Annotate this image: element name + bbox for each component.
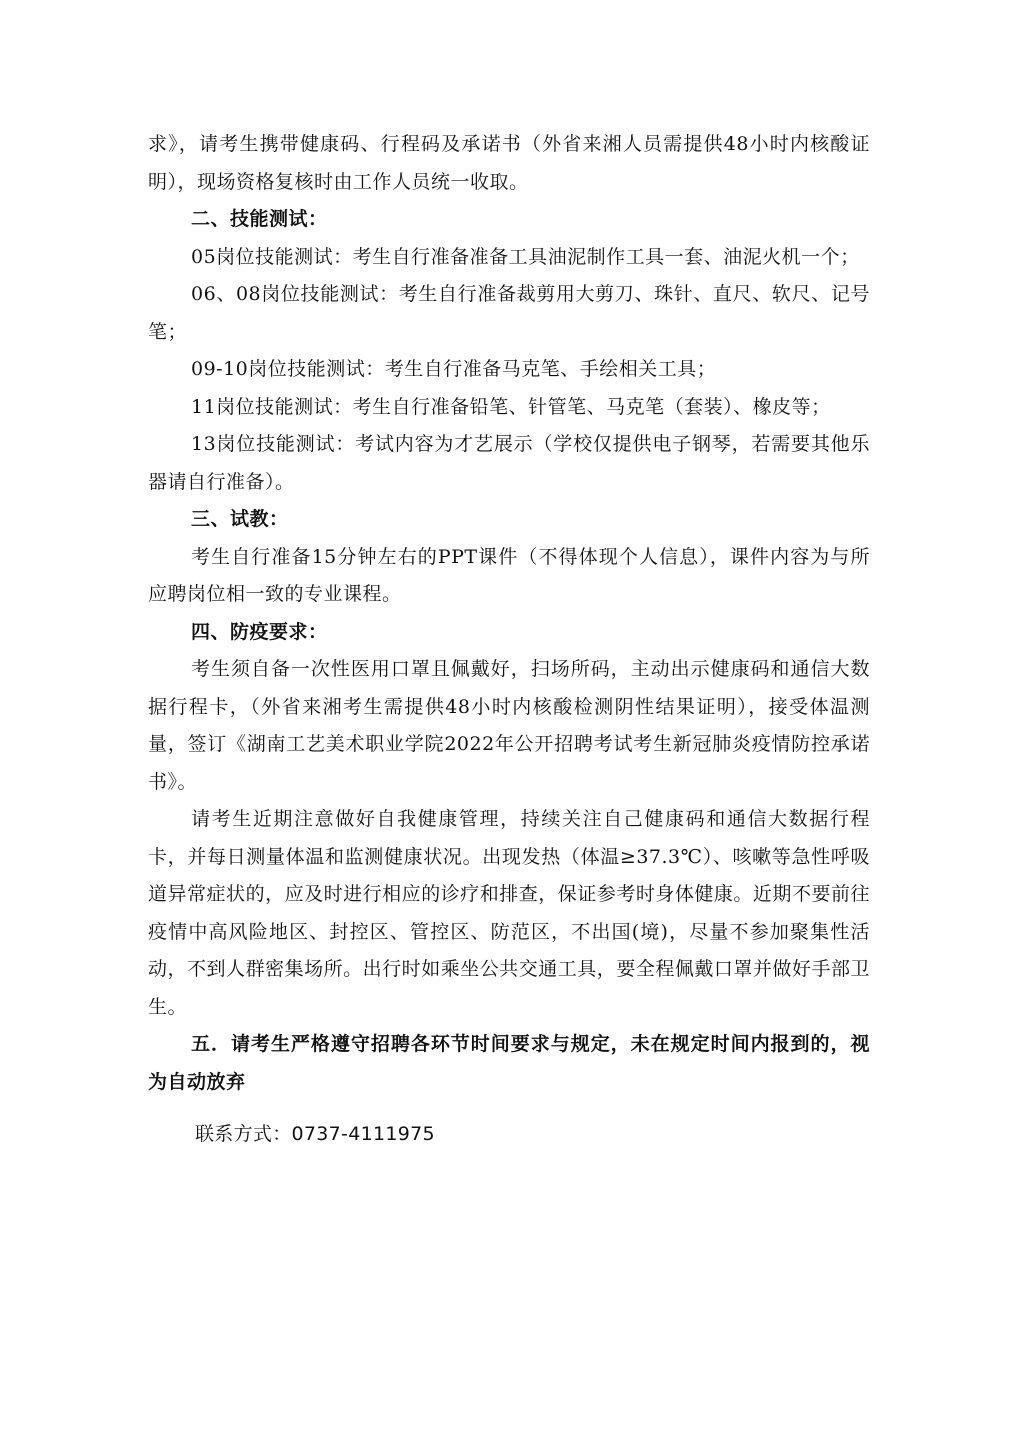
- teaching-paragraph: 考生自行准备15分钟左右的PPT课件（不得体现个人信息），课件内容为与所应聘岗位相一致的专业课程。: [148, 545, 870, 605]
- contact-info: 联系方式：0737-4111975: [195, 1123, 435, 1145]
- skill-09-10-paragraph: 09-10岗位技能测试：考生自行准备马克笔、手绘相关工具；: [191, 358, 717, 380]
- skill-05-paragraph: 05岗位技能测试：考生自行准备准备工具油泥制作工具一套、油泥火机一个；: [191, 245, 860, 268]
- section-heading-epidemic: 四、防疫要求：: [191, 620, 328, 643]
- section-heading-skills: 二、技能测试：: [191, 208, 328, 230]
- skill-13-paragraph: 13岗位技能测试：考试内容为才艺展示（学校仅提供电子钢琴，若需要其他乐器请自行准备）。: [148, 433, 870, 493]
- section-heading-five: 五．请考生严格遵守招聘各环节时间要求与规定，未在规定时间内报到的，视为自动放弃: [148, 1033, 870, 1093]
- skill-06-08-paragraph: 06、08岗位技能测试：考生自行准备裁剪用大剪刀、珠针、直尺、软尺、记号笔；: [148, 283, 870, 343]
- epidemic-paragraph-1: 考生须自备一次性医用口罩且佩戴好，扫场所码，主动出示健康码和通信大数据行程卡，（外省来湘考生需提供48小时内核酸检测阴性结果证明），接受体温测量，签订《湖南工艺美术职业学院2022年公开招聘考试考生新冠肺炎疫情防控承诺书》。: [148, 658, 870, 793]
- skill-11-paragraph: 11岗位技能测试：考生自行准备铅笔、针管笔、马克笔（套装）、橡皮等；: [191, 395, 831, 418]
- document-body: [148, 126, 870, 1154]
- epidemic-paragraph-2: 请考生近期注意做好自我健康管理，持续关注自己健康码和通信大数据行程卡，并每日测量体温和监测健康状况。出现发热（体温≥37.3℃）、咳嗽等急性呼吸道异常症状的，应及时进行相应的诊疗和排查，保证参考时身体健康。近期不要前往疫情中高风险地区、封控区、管控区、防范区，不出国(境)，尽量不参加聚集性活动，不到人群密集场所。出行时如乘坐公共交通工具，要全程佩戴口罩并做好手部卫生。: [148, 808, 870, 1018]
- intro-paragraph: 求》，请考生携带健康码、行程码及承诺书（外省来湘人员需提供48小时内核酸证明），现场资格复核时由工作人员统一收取。: [148, 133, 870, 193]
- section-heading-teaching: 三、试教：: [191, 508, 289, 530]
